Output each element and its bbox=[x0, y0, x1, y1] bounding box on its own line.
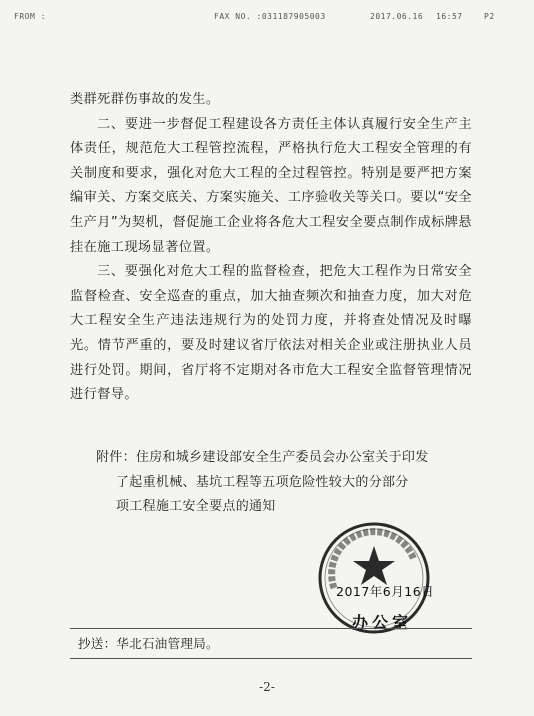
cc-block bbox=[70, 628, 470, 660]
body-paragraph-continuation: 类群死群伤事故的发生。 bbox=[70, 92, 220, 107]
fax-page-number: P2 bbox=[484, 12, 495, 21]
issuing-office: 办公室 bbox=[352, 613, 413, 632]
attachment-block bbox=[96, 446, 472, 520]
fax-time: 16:57 bbox=[436, 12, 463, 21]
fax-header bbox=[0, 12, 534, 28]
fax-number: FAX NO. :031187905003 bbox=[214, 12, 326, 21]
page-number: -2- bbox=[259, 680, 275, 694]
fax-date: 2017.06.16 bbox=[370, 12, 424, 21]
cc-top-rule bbox=[70, 628, 472, 629]
body-paragraph-3: 三、要强化对危大工程的监督检查，把危大工程作为日常安全监督检查、安全巡查的重点，加大抽查频次和抽查力度，加大对危大工程安全生产违法违规行为的处罚力度，并将查处情况及时曝光。情节严重的，要及时建议省厅依法对相关企业或注册执业人员进行处罚。期间，省厅将不定期对各市危大工程安全监督管理情况进行督导。 bbox=[70, 264, 472, 403]
cc-bottom-rule bbox=[70, 658, 472, 659]
seal-date: 2017年6月16日 bbox=[336, 584, 435, 599]
attachment-label: 附件： bbox=[96, 450, 136, 465]
attachment-line-1: 住房和城乡建设部安全生产委员会办公室关于印发 bbox=[135, 450, 429, 465]
cc-text: 抄送：华北石油管理局。 bbox=[78, 636, 219, 651]
document-body bbox=[70, 88, 472, 408]
fax-from: FROM : bbox=[14, 12, 46, 21]
attachment-line-3: 项工程施工安全要点的通知 bbox=[116, 499, 276, 514]
attachment-line-2: 了起重机械、基坑工程等五项危险性较大的分部分 bbox=[116, 474, 409, 490]
body-paragraph-2: 二、要进一步督促工程建设各方责任主体认真履行安全生产主体责任，规范危大工程管控流程，严格执行危大工程安全管理的有关制度和要求，强化对危大工程的全过程管控。特别是要严把方案编审关、方案交底关、方案实施关、工序验收关等关口。要以“安全生产月”为契机，督促施工企业将各危大工程安全要点制作成标牌悬挂在施工现场显著位置。 bbox=[70, 116, 472, 255]
